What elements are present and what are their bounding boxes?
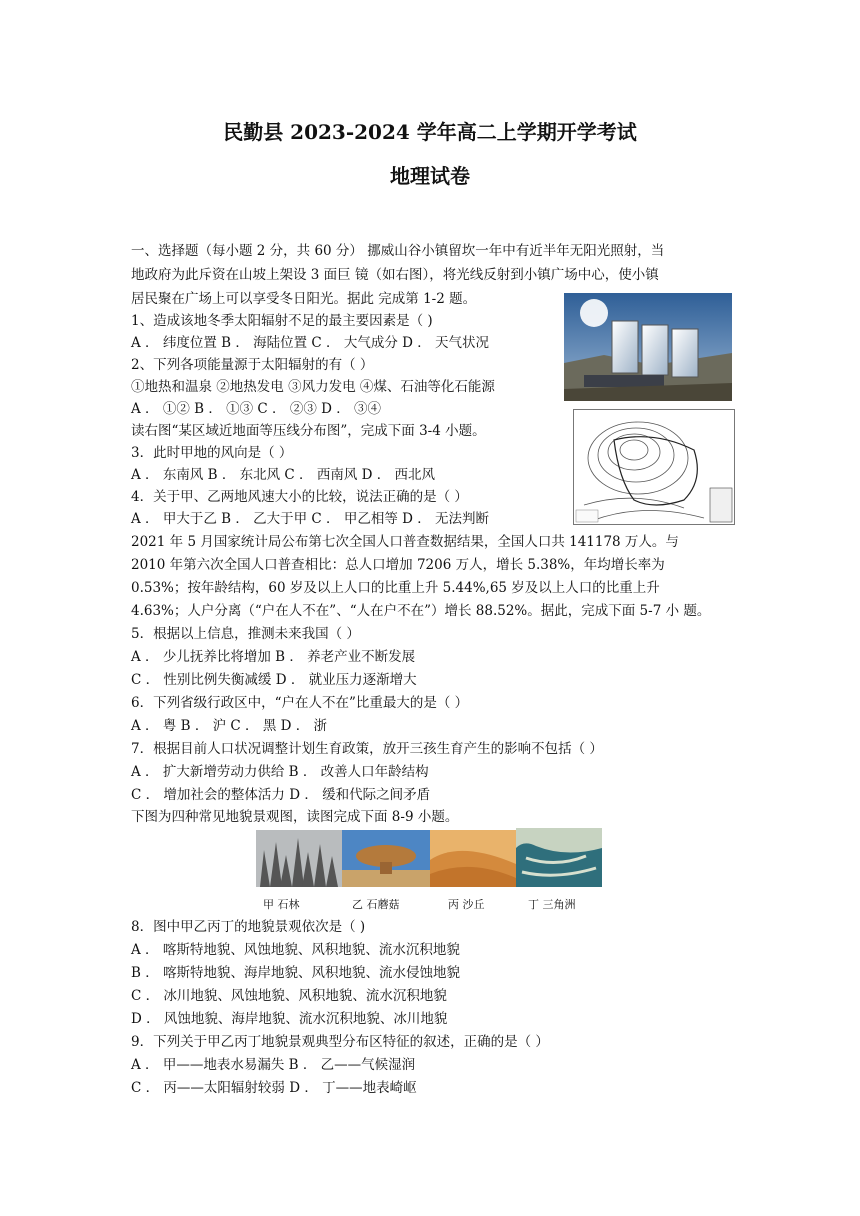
question-6-options: A ． 粤 B ． 沪 C ． 黑 D ． 浙 (131, 718, 328, 734)
text-line: 地政府为此斥资在山坡上架设 3 面巨 镜（如右图），将光线反射到小镇广场中心，使小镇 (131, 267, 659, 283)
isobar-map (573, 409, 735, 525)
question-4: 4．关于甲、乙两地风速大小的比较，说法正确的是（ ） (131, 489, 468, 505)
landform-caption: 甲 石林 (263, 898, 300, 911)
question-9: 9．下列关于甲乙丙丁地貌景观典型分布区特征的叙述，正确的是（ ） (131, 1034, 549, 1050)
question-5: 5．根据以上信息，推测未来我国（ ） (131, 626, 360, 642)
text-line: 0.53%；按年龄结构，60 岁及以上人口的比重上升 5.44%,65 岁及以上人口的比重上升 (131, 580, 660, 596)
question-7-options-cd: C ． 增加社会的整体活力 D ． 缓和代际之间矛盾 (131, 787, 431, 803)
mushroom-rock-photo (342, 830, 430, 887)
question-1: 1、造成该地冬季太阳辐射不足的最主要因素是（ ) (131, 313, 433, 329)
question-6: 6．下列省级行政区中，“户在人不在”比重最大的是（ ） (131, 695, 469, 711)
question-5-options-cd: C ． 性别比例失衡减缓 D ． 就业压力逐渐增大 (131, 672, 417, 688)
landform-caption: 丙 沙丘 (448, 898, 485, 911)
text-line: 2010 年第六次全国人口普查相比：总人口增加 7206 万人，增长 5.38%，年均增长率为 (131, 557, 665, 573)
text-line: 4.63%；人户分离（“户在人不在”、“人在户不在”）增长 88.52%。据此，完成下面 5-7 小 题。 (131, 603, 711, 619)
delta-photo (516, 828, 602, 887)
question-2: 2、下列各项能量源于太阳辐射的有（ ） (131, 357, 374, 373)
question-2-options: A ． ①② B ． ①③ C ． ②③ D ． ③④ (131, 401, 382, 417)
question-8-option-b: B ． 喀斯特地貌、海岸地貌、风积地貌、流水侵蚀地貌 (131, 965, 461, 981)
question-8: 8．图中甲乙丙丁的地貌景观依次是（ ) (131, 919, 366, 935)
question-5-options-ab: A ． 少儿抚养比将增加 B ． 养老产业不断发展 (131, 649, 416, 665)
question-1-options: A ． 纬度位置 B ． 海陆位置 C ． 大气成分 D ． 天气状况 (131, 335, 490, 351)
stone-forest-photo (256, 830, 342, 887)
text-line: 一、选择题（每小题 2 分，共 60 分） 挪威山谷小镇留坎一年中有近半年无阳光照射，当 (131, 243, 665, 259)
question-7-options-ab: A ． 扩大新增劳动力供给 B ． 改善人口年龄结构 (131, 764, 429, 780)
exam-subtitle: 地理试卷 (390, 164, 470, 188)
question-3: 3．此时甲地的风向是（ ） (131, 445, 293, 461)
question-9-options-cd: C ． 丙——太阳辐射较弱 D ． 丁——地表崎岖 (131, 1080, 417, 1096)
text-line: 2021 年 5 月国家统计局公布第七次全国人口普查数据结果，全国人口共 141178 万人。与 (131, 534, 679, 550)
text-line: 居民聚在广场上可以享受冬日阳光。据此 完成第 1-2 题。 (131, 291, 477, 307)
landform-caption: 丁 三角洲 (528, 898, 576, 911)
question-8-option-c: C ． 冰川地貌、风蚀地貌、风积地貌、流水沉积地貌 (131, 988, 447, 1004)
text-line: 下图为四种常见地貌景观图，读图完成下面 8-9 小题。 (131, 809, 459, 825)
question-8-option-a: A ． 喀斯特地貌、风蚀地貌、风积地貌、流水沉积地貌 (131, 942, 460, 958)
question-3-options: A ． 东南风 B ． 东北风 C ． 西南风 D ． 西北风 (131, 467, 436, 483)
question-4-options: A ． 甲大于乙 B ． 乙大于甲 C ． 甲乙相等 D ． 无法判断 (131, 511, 490, 527)
question-9-options-ab: A ． 甲——地表水易漏失 B ． 乙——气候湿润 (131, 1057, 416, 1073)
landform-caption: 乙 石蘑菇 (352, 898, 400, 911)
text-line: 读右图“某区域近地面等压线分布图”，完成下面 3-4 小题。 (131, 423, 486, 439)
sand-dune-photo (430, 830, 516, 887)
mirror-photo (564, 293, 732, 401)
exam-title: 民勤县 2023-2024 学年高二上学期开学考试 (223, 120, 637, 144)
question-8-option-d: D ． 风蚀地貌、海岸地貌、流水沉积地貌、冰川地貌 (131, 1011, 448, 1027)
question-2-items: ①地热和温泉 ②地热发电 ③风力发电 ④煤、石油等化石能源 (131, 379, 495, 395)
question-7: 7．根据目前人口状况调整计划生育政策，放开三孩生育产生的影响不包括（ ） (131, 741, 603, 757)
